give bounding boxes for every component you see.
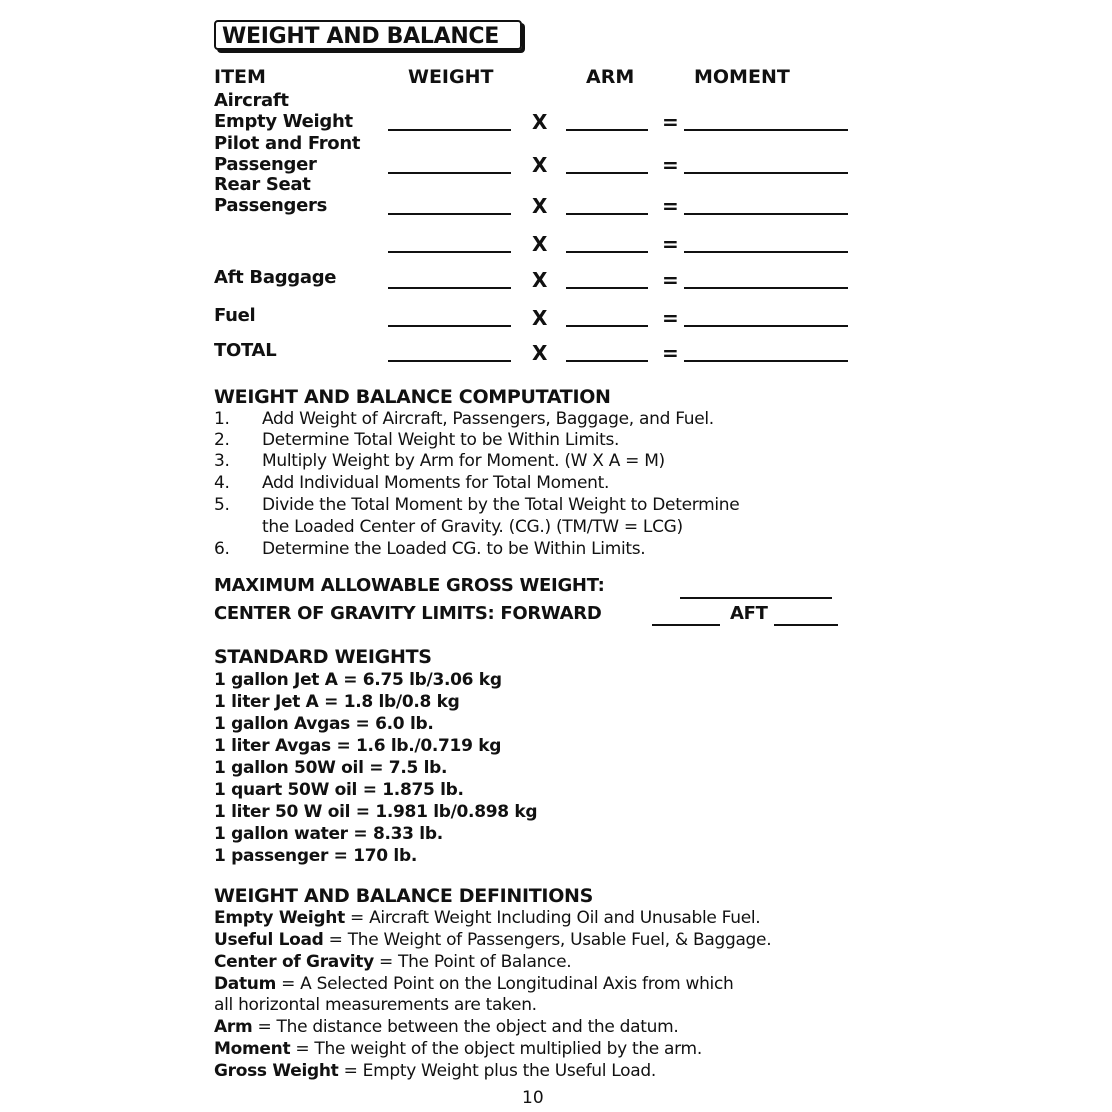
weight-blank[interactable] (388, 287, 511, 289)
weight-blank[interactable] (388, 251, 511, 253)
times-sign: X (532, 232, 548, 256)
equals-sign: = (662, 232, 679, 256)
step-item: 5. Divide the Total Moment by the Total Weight to Determine (214, 495, 740, 515)
header-item: ITEM (214, 66, 266, 88)
cg-aft-blank[interactable] (774, 624, 838, 626)
arm-blank[interactable] (566, 251, 648, 253)
moment-blank[interactable] (684, 213, 848, 215)
arm-blank[interactable] (566, 172, 648, 174)
cg-limits-label: CENTER OF GRAVITY LIMITS: FORWARD (214, 603, 602, 624)
equals-sign: = (662, 153, 679, 177)
weight-blank[interactable] (388, 129, 511, 131)
equals-sign: = (662, 268, 679, 292)
standard-weight-item: 1 gallon 50W oil = 7.5 lb. (214, 758, 448, 778)
standard-weight-item: 1 liter Jet A = 1.8 lb/0.8 kg (214, 692, 460, 712)
row-label: Rear Seat Passengers (214, 174, 327, 216)
max-gross-label: MAXIMUM ALLOWABLE GROSS WEIGHT: (214, 575, 605, 596)
weight-blank[interactable] (388, 325, 511, 327)
max-gross-blank[interactable] (680, 597, 832, 599)
header-weight: WEIGHT (408, 66, 494, 88)
row-label: Pilot and Front Passenger (214, 133, 361, 175)
times-sign: X (532, 153, 548, 177)
moment-blank[interactable] (684, 172, 848, 174)
definition-item: Gross Weight = Empty Weight plus the Useful Load. (214, 1061, 656, 1081)
equals-sign: = (662, 341, 679, 365)
header-arm: ARM (586, 66, 635, 88)
definition-item: Center of Gravity = The Point of Balance. (214, 952, 572, 972)
definitions-title: WEIGHT AND BALANCE DEFINITIONS (214, 885, 594, 907)
moment-blank[interactable] (684, 325, 848, 327)
step-item: 6. Determine the Loaded CG. to be Within Limits. (214, 539, 646, 559)
equals-sign: = (662, 194, 679, 218)
equals-sign: = (662, 306, 679, 330)
times-sign: X (532, 341, 548, 365)
definition-item: Empty Weight = Aircraft Weight Including Oil and Unusable Fuel. (214, 908, 761, 928)
definition-item: Useful Load = The Weight of Passengers, Usable Fuel, & Baggage. (214, 930, 772, 950)
step-item: 2. Determine Total Weight to be Within Limits. (214, 430, 620, 450)
standard-weight-item: 1 liter Avgas = 1.6 lb./0.719 kg (214, 736, 502, 756)
definition-item: Moment = The weight of the object multiplied by the arm. (214, 1039, 702, 1059)
times-sign: X (532, 194, 548, 218)
arm-blank[interactable] (566, 129, 648, 131)
definition-item: Arm = The distance between the object and the datum. (214, 1017, 679, 1037)
times-sign: X (532, 110, 548, 134)
arm-blank[interactable] (566, 325, 648, 327)
step-item-continued: the Loaded Center of Gravity. (CG.) (TM/TW = LCG) (262, 517, 683, 537)
weight-blank[interactable] (388, 172, 511, 174)
definition-item: Datum = A Selected Point on the Longitudinal Axis from which (214, 974, 734, 994)
weight-blank[interactable] (388, 360, 511, 362)
moment-blank[interactable] (684, 251, 848, 253)
definition-item-continued: all horizontal measurements are taken. (214, 995, 537, 1015)
cg-forward-blank[interactable] (652, 624, 720, 626)
step-item: 3. Multiply Weight by Arm for Moment. (W X A = M) (214, 451, 665, 471)
moment-blank[interactable] (684, 360, 848, 362)
step-item: 1. Add Weight of Aircraft, Passengers, Baggage, and Fuel. (214, 409, 714, 429)
page-number: 10 (522, 1088, 544, 1108)
row-label: Aft Baggage (214, 267, 337, 288)
moment-blank[interactable] (684, 129, 848, 131)
header-moment: MOMENT (694, 66, 790, 88)
arm-blank[interactable] (566, 360, 648, 362)
computation-title: WEIGHT AND BALANCE COMPUTATION (214, 386, 611, 408)
times-sign: X (532, 306, 548, 330)
standard-weight-item: 1 liter 50 W oil = 1.981 lb/0.898 kg (214, 802, 538, 822)
step-item: 4. Add Individual Moments for Total Moment. (214, 473, 610, 493)
row-label: Fuel (214, 305, 256, 326)
row-label: Aircraft Empty Weight (214, 90, 353, 132)
cg-aft-label: AFT (730, 603, 768, 624)
equals-sign: = (662, 110, 679, 134)
moment-blank[interactable] (684, 287, 848, 289)
standard-weight-item: 1 passenger = 170 lb. (214, 846, 417, 866)
standard-weight-item: 1 gallon water = 8.33 lb. (214, 824, 443, 844)
standard-weights-title: STANDARD WEIGHTS (214, 646, 432, 668)
arm-blank[interactable] (566, 287, 648, 289)
times-sign: X (532, 268, 548, 292)
arm-blank[interactable] (566, 213, 648, 215)
row-label: TOTAL (214, 340, 277, 361)
page-title: WEIGHT AND BALANCE (214, 20, 522, 50)
standard-weight-item: 1 gallon Avgas = 6.0 lb. (214, 714, 434, 734)
weight-blank[interactable] (388, 213, 511, 215)
standard-weight-item: 1 gallon Jet A = 6.75 lb/3.06 kg (214, 670, 502, 690)
standard-weight-item: 1 quart 50W oil = 1.875 lb. (214, 780, 464, 800)
